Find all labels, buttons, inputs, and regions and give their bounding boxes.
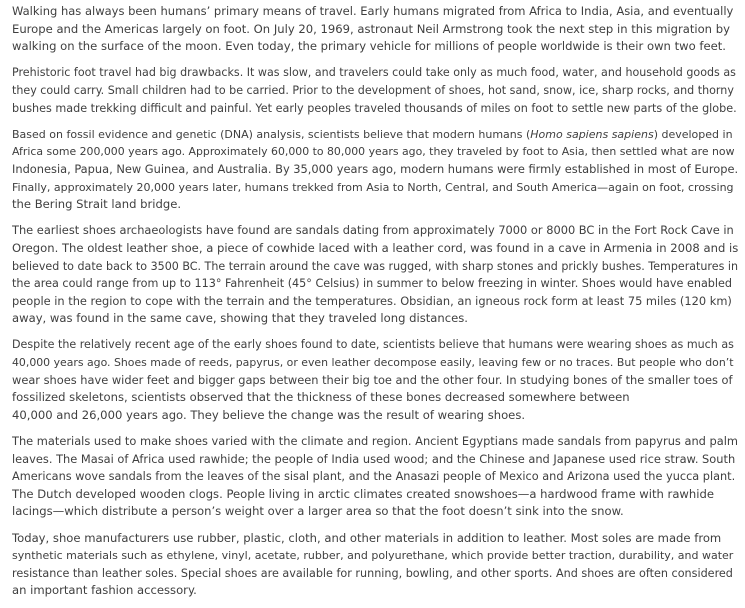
text-line: Walking has always been humans’ primary means of travel. Early humans migrated from Africa to India, Asia, and eventually <box>12 4 734 18</box>
text-segment: Based on fossil evidence and genetic (DNA) analysis, scientists believe that modern humans ( <box>12 127 531 141</box>
paragraph-modern-shoes <box>12 530 738 600</box>
text-line: Indonesia, Papua, New Guinea, and Australia. By 35,000 years ago, modern humans were firmly established in most of Europe. <box>12 161 738 176</box>
text-line: 40,000 and 26,000 years ago. They believe the change was the result of wearing shoes. <box>12 407 526 422</box>
text-line: the area could range from up to 113° Fahrenheit (45° Celsius) in summer to below freezing in winter. Shoes would have enabled <box>12 277 732 291</box>
text-line: fossilized skeletons, scientists observed that the thickness of these bones decreased somewhere between <box>12 390 630 405</box>
paragraph-walking-travel <box>12 3 738 56</box>
text-line: they could carry. Small children had to be carried. Prior to the development of shoes, hot sand, snow, ice, sharp rocks, and thorny <box>12 83 734 97</box>
text-line: Americans wove sandals from the leaves of the sisal plant, and the Anasazi people of Mexico and Arizona used the yucca plant. <box>12 470 736 484</box>
text-line: away, was found in the same cave, showing that they traveled long distances. <box>12 311 468 326</box>
paragraph-fossil-evidence <box>12 126 738 214</box>
text-line <box>12 126 738 144</box>
text-line: people in the region to cope with the terrain and the temperatures. Obsidian, an igneous rock form at least 75 miles (120 km) <box>12 293 732 308</box>
text-line: Europe and the Americas largely on foot. On July 20, 1969, astronaut Neil Armstrong took the next step in this migration by <box>12 21 730 36</box>
paragraph-prehistoric-travel <box>12 64 738 117</box>
text-line: 40,000 years ago. Shoes made of reeds, papyrus, or even leather decompose easily, leaving few or no traces. But people who don’t <box>12 356 734 370</box>
paragraph-shoe-age-evidence <box>12 336 738 424</box>
text-line: The earliest shoes archaeologists have found are sandals dating from approximately 7000 or 8000 BC in the Fort Rock Cave in <box>12 223 734 238</box>
text-line: The Dutch developed wooden clogs. People living in arctic climates created snowshoes—a hardwood frame with rawhide <box>12 486 714 501</box>
text-line: synthetic materials such as ethylene, vinyl, acetate, rubber, and polyurethane, which provide better traction, durability, and water <box>12 549 734 563</box>
article-body <box>12 0 738 608</box>
text-line: bushes made trekking difficult and painful. Yet early peoples traveled thousands of miles on foot to settle new parts of the globe. <box>12 101 737 115</box>
text-line: wear shoes have wider feet and bigger gaps between their big toe and the other four. In studying bones of the smaller toes of <box>12 372 733 387</box>
text-line: Prehistoric foot travel had big drawbacks. It was slow, and travelers could take only as much food, water, and household goods as <box>12 66 736 80</box>
text-line: walking on the surface of the moon. Even today, the primary vehicle for millions of people worldwide is their own two feet. <box>12 39 726 54</box>
text-line: Africa some 200,000 years ago. Approximately 60,000 to 80,000 years ago, they traveled by foot to Asia, then settled what are now <box>12 145 735 159</box>
species-name-italic: Homo sapiens sapiens <box>530 127 654 141</box>
text-line: Oregon. The oldest leather shoe, a piece of cowhide laced with a leather cord, was found in a cave in Armenia in 2008 and is <box>12 240 738 255</box>
text-line: leaves. The Masai of Africa used rawhide; the people of India used wood; and the Chinese and Japanese used rice straw. South <box>12 451 736 466</box>
text-line: The materials used to make shoes varied with the climate and region. Ancient Egyptians made sandals from papyrus and palm <box>12 434 738 449</box>
text-segment: ) developed in <box>653 127 733 141</box>
text-line: Despite the relatively recent age of the early shoes found to date, scientists believe that humans were wearing shoes as much as <box>12 338 734 352</box>
text-line: lacings—which distribute a person’s weight over a larger area so that the foot doesn’t sink into the snow. <box>12 504 624 519</box>
text-line: the Bering Strait land bridge. <box>12 197 182 212</box>
paragraph-earliest-shoes <box>12 222 738 328</box>
text-line: resistance than leather soles. Special shoes are available for running, bowling, and other sports. And shoes are often considered <box>12 566 733 580</box>
text-line: believed to date back to 3500 BC. The terrain around the cave was rugged, with sharp stones and prickly bushes. Temperatures in <box>12 259 738 273</box>
paragraph-shoe-materials <box>12 433 738 521</box>
text-line: Today, shoe manufacturers use rubber, plastic, cloth, and other materials in addition to leather. Most soles are made from <box>12 530 722 545</box>
text-line: Finally, approximately 20,000 years later, humans trekked from Asia to North, Central, and South America—again on foot, crossing <box>12 180 734 194</box>
text-line: an important fashion accessory. <box>12 583 197 598</box>
